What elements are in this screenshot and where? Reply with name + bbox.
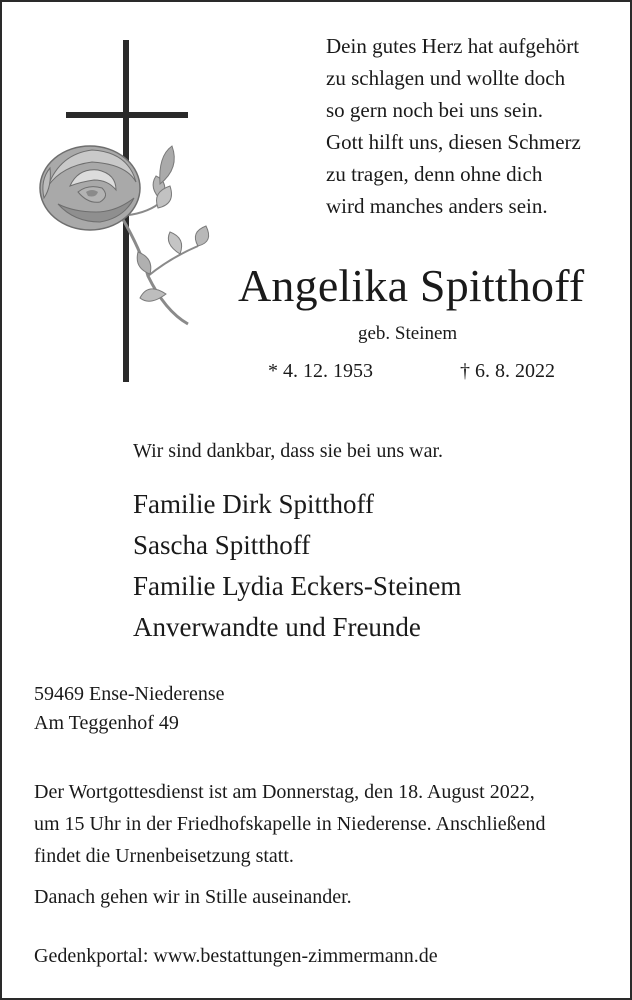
poem-line: wird manches anders sein. [326,194,548,218]
mourner-item: Anverwandte und Freunde [133,612,421,642]
mourner-item: Sascha Spitthoff [133,530,311,560]
poem-line: so gern noch bei uns sein. [326,98,543,122]
poem [326,30,581,222]
cross-rose-graphic [30,36,220,386]
birth-date: * 4. 12. 1953 [268,360,373,382]
poem-line: zu schlagen und wollte doch [326,66,566,90]
address-street: Am Teggenhof 49 [34,712,179,734]
poem-line: Gott hilft uns, diesen Schmerz [326,130,581,154]
deceased-name: Angelika Spitthoff [238,260,585,311]
poem-line: Dein gutes Herz hat aufgehört [326,34,580,58]
service-line: findet die Urnenbeisetzung statt. [34,845,294,867]
maiden-name: geb. Steinem [358,323,458,344]
service-line: Der Wortgottesdienst ist am Donnerstag, den 18. August 2022, [34,781,535,803]
silence-note: Danach gehen wir in Stille auseinander. [34,886,352,908]
address-city: 59469 Ense-Niederense [34,683,225,705]
death-date: † 6. 8. 2022 [460,360,555,382]
mourner-item: Familie Dirk Spitthoff [133,489,374,519]
poem-line: zu tragen, denn ohne dich [326,162,543,186]
mourner-item: Familie Lydia Eckers-Steinem [133,571,462,601]
memorial-portal: Gedenkportal: www.bestattungen-zimmermann.de [34,945,438,967]
mourners-list [133,484,461,648]
address-block [34,680,225,738]
service-info [34,776,546,872]
service-line: um 15 Uhr in der Friedhofskapelle in Niederense. Anschließend [34,813,546,835]
thanks-line: Wir sind dankbar, dass sie bei uns war. [133,440,443,462]
